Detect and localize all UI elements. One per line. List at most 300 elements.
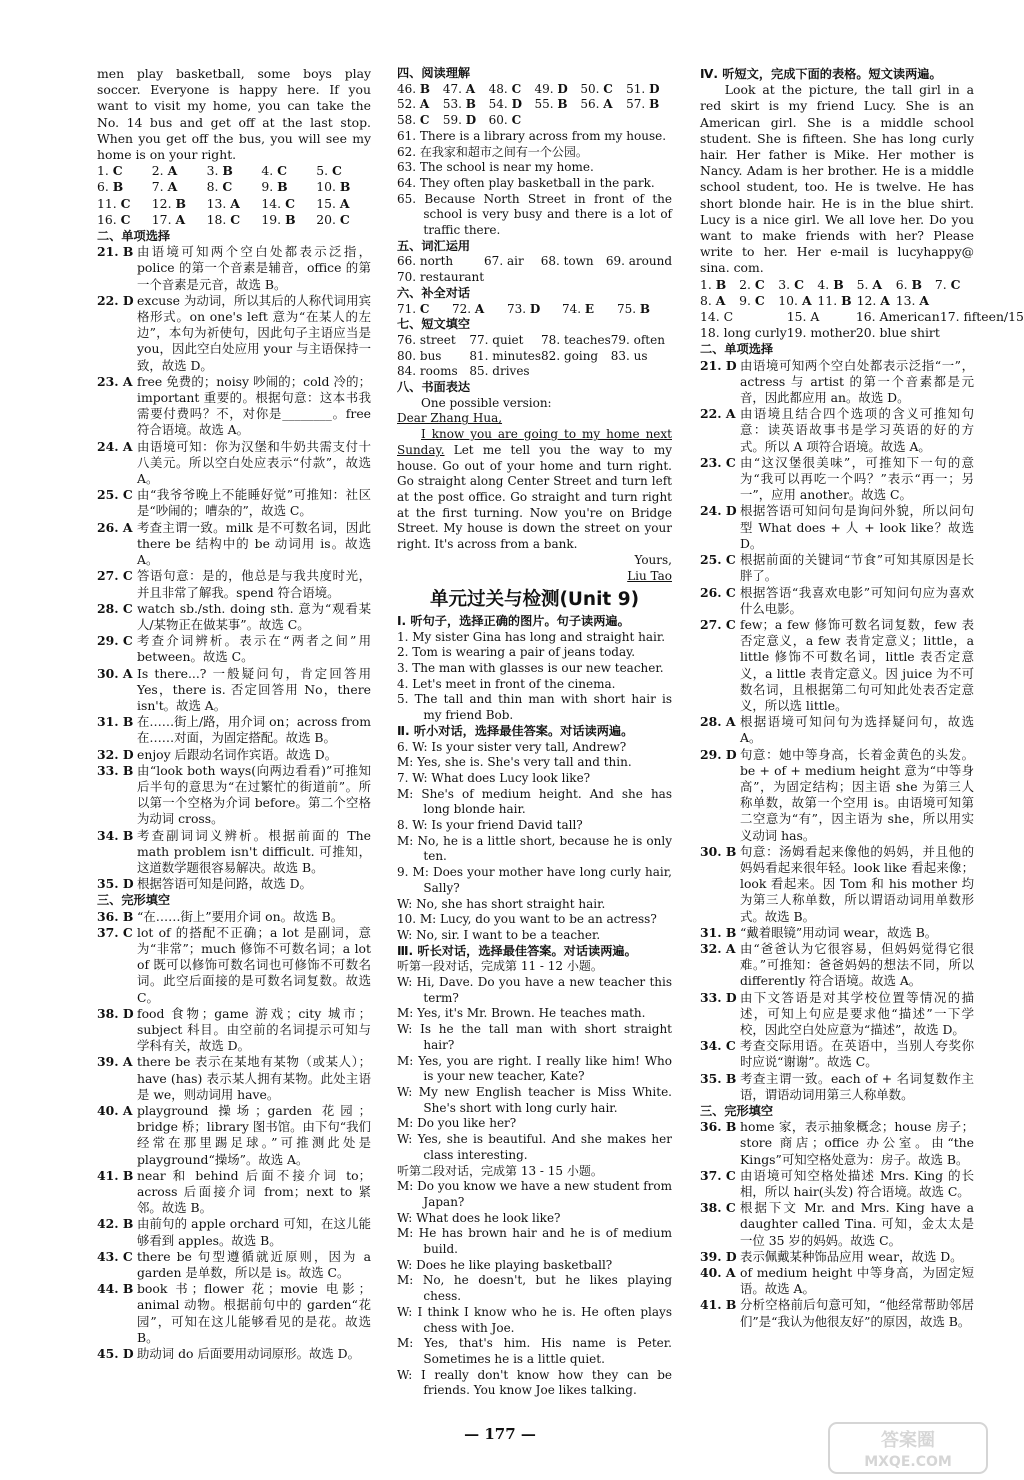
answer-number: 10. bbox=[778, 292, 798, 308]
svg-text:MXQE.COM: MXQE.COM bbox=[864, 1454, 952, 1470]
answer-number: 6. bbox=[97, 179, 109, 195]
explanation-text: 由语境可知两个空白处都表示泛指，police 的第一个音素是辅音，office 的第一个音素是元音，故选 B。 bbox=[137, 244, 371, 292]
answer-letter: A bbox=[419, 97, 430, 112]
explanation-item bbox=[700, 747, 974, 844]
answer-number: 8. bbox=[700, 292, 712, 308]
answer-number: 54. bbox=[488, 97, 508, 112]
answer-number: 20. bbox=[316, 211, 336, 227]
explanation-text: 句意：她中等身高，长着金黄色的头发。be + of + medium height 意为“中等身高”，为固定结构；因主语 she 为第三人称单数，故第一个空用 is。由语境可知第二空意为“有”，因主语为 she，所以用实义动词 has。 bbox=[740, 746, 974, 843]
part3-dialog-b bbox=[397, 1179, 672, 1399]
question-answer: 40. A bbox=[97, 1103, 133, 1118]
column-left bbox=[97, 66, 371, 1362]
answer-cell bbox=[261, 212, 316, 228]
text-line: W: I think I know who he is. He often plays chess with Joe. bbox=[397, 1304, 672, 1335]
text-line: 61. There is a library across from my house. bbox=[397, 128, 667, 143]
answer-number: 5. bbox=[856, 276, 869, 292]
part2-dialogs bbox=[397, 740, 672, 944]
answer-cell bbox=[261, 163, 316, 179]
text-line: 4. Let's meet in front of the cinema. bbox=[397, 676, 616, 691]
answer-cell bbox=[896, 277, 935, 293]
answer-letter: B bbox=[833, 276, 844, 292]
answer-cell bbox=[626, 82, 672, 98]
answer-number: 17. bbox=[151, 211, 172, 227]
question-answer: 35. D bbox=[97, 876, 134, 892]
answer-number: 7. bbox=[151, 179, 164, 195]
question-answer: 23. C bbox=[700, 454, 736, 470]
answer-letter: C bbox=[754, 276, 765, 292]
part3-dialog-a bbox=[397, 975, 672, 1163]
explanation-text: home 家，表示抽象概念；house 房子；store 商店；office 办公室。由“the Kings”可知空格处意为：房子。故选 B。 bbox=[740, 1119, 974, 1167]
answer-letter: C bbox=[603, 81, 613, 96]
answer-cell: 83. us bbox=[610, 348, 648, 363]
question-answer: 23. A bbox=[97, 373, 133, 389]
explanation-item bbox=[700, 503, 974, 552]
listening-passage: Look at the picture, the tall girl in a red skirt is my friend Lucy. She is an American girl. She is a middle school student. She is fifteen. She has long curly hair. Her father is Mike. Her mother is Nancy. Adam is her brother. He is a middle school student, too. He is twelve. He has short blonde hair. He is in the blue shirt. Lucy is a nice girl. We all love her. Do you want to make friends with her? Please write to her. Her e-mail is lucyhappy@ sina. com. bbox=[700, 82, 974, 276]
text-line: W: No, she has short straight hair. bbox=[397, 896, 606, 911]
answer-cell: 81. minutes bbox=[469, 348, 542, 363]
explanation-item bbox=[97, 601, 371, 633]
answer-cell bbox=[534, 82, 580, 98]
question-answer: 30. B bbox=[700, 843, 737, 859]
answer-cell bbox=[817, 277, 856, 293]
answer-letter: B bbox=[715, 276, 727, 292]
explanation-item bbox=[700, 1119, 974, 1168]
explanation-list bbox=[97, 244, 371, 892]
explanation-text: 考查主谓一致。each of + 名词复数作主语，谓语动词用第三人称单数。 bbox=[740, 1070, 974, 1102]
explanation-item bbox=[700, 844, 974, 925]
question-answer: 28. A bbox=[700, 714, 736, 730]
answer-number: 9. bbox=[261, 179, 274, 195]
part4-heading: Ⅳ. 听短文，完成下面的表格。短文读两遍。 bbox=[700, 67, 942, 81]
answer-number: 9. bbox=[739, 292, 751, 308]
explanation-item bbox=[97, 1346, 371, 1362]
answer-cell bbox=[626, 97, 672, 113]
text-line: M: He has brown hair and he is of medium build. bbox=[397, 1226, 672, 1257]
answer-cell bbox=[489, 82, 535, 98]
question-answer: 28. C bbox=[97, 600, 133, 616]
answer-cell: 18. long curly bbox=[700, 325, 787, 341]
answer-cell bbox=[397, 97, 443, 113]
section-heading-cloze-2: 三、完形填空 bbox=[700, 1104, 774, 1118]
answer-cell bbox=[152, 163, 207, 179]
answer-cell: 78. teaches bbox=[541, 332, 611, 347]
text-line: 64. They often play basketball in the park. bbox=[397, 175, 655, 190]
answer-cell: 15. A bbox=[786, 309, 820, 325]
answer-cell bbox=[207, 212, 262, 228]
text-line: M: Yes, she is. She's very tall and thin. bbox=[397, 755, 632, 770]
answer-cell bbox=[817, 293, 856, 309]
explanation-text: 由语境可知两个空白处都表示泛指“一”，actress 与 artist 的第一个音素都是元音，因此都应用 an。故选 D。 bbox=[740, 357, 974, 406]
answer-letter: B bbox=[175, 195, 186, 211]
explanation-text: 答语句意：是的，他总是与我共度时光，并且非常了解我。spend 符合语境。 bbox=[137, 568, 371, 600]
explanation-text: 考查交际用语。在英语中，当别人夸奖你时应说“谢谢”。故选 C。 bbox=[740, 1038, 974, 1070]
text-line: 65. Because North Street in front of the school is very busy and there is a lot of traffic there. bbox=[397, 191, 672, 238]
answer-number: 71. bbox=[397, 301, 417, 316]
fill-answers bbox=[397, 333, 672, 380]
explanation-text: “戴着眼镜”用动词 wear，故选 B。 bbox=[740, 924, 938, 940]
explanation-text: few；a few 修饰可数名词复数，few 表否定意义，a few 表肯定意义；little，a little 修饰不可数名词，little 表否定意义，a little 表肯定意义。因 juice 为不可数名词，且根据第二句可知此处表否定意义，所以选 little。 bbox=[740, 616, 974, 713]
answer-cell: 20. blue shirt bbox=[855, 325, 940, 341]
answer-cell: 14. C bbox=[700, 309, 734, 325]
answer-cell bbox=[397, 113, 443, 129]
text-line: 7. W: What does Lucy look like? bbox=[397, 770, 591, 785]
answer-number: 60. bbox=[488, 113, 508, 128]
explanation-text: playground 操场；garden 花园；bridge 桥；library 图书馆。由下句“我们经常在那里踢足球。”可推测此处是 playground“操场”。故选 A。 bbox=[137, 1103, 371, 1167]
answer-cell bbox=[778, 277, 817, 293]
answer-number: 52. bbox=[397, 97, 417, 112]
answer-cell bbox=[700, 293, 739, 309]
explanation-item bbox=[700, 1038, 974, 1070]
answer-cell: 17. fifteen/15 bbox=[939, 309, 1024, 325]
answer-number: 6. bbox=[895, 276, 908, 292]
answer-number: 55. bbox=[534, 97, 554, 112]
explanation-text: 由下文答语是对其学校位置等情况的描述，可知上句应是要求他“描述”一下学校，因此空白处应意为“描述”，故选 D。 bbox=[740, 989, 974, 1037]
question-answer: 43. C bbox=[97, 1248, 133, 1264]
section-heading-cloze: 三、完形填空 bbox=[97, 893, 171, 908]
answer-number: 12. bbox=[151, 195, 172, 211]
answer-cell bbox=[397, 82, 443, 98]
explanation-text: 根据答语可知是问路，故选 D。 bbox=[137, 876, 312, 892]
part3-sub2: 听第二段对话，完成第 13 - 15 小题。 bbox=[397, 1163, 603, 1178]
explanation-item bbox=[700, 1265, 974, 1297]
answer-grid-46-60 bbox=[397, 82, 672, 129]
explanation-item bbox=[700, 585, 974, 617]
answer-letter: B bbox=[112, 179, 124, 195]
part1-sentences bbox=[397, 630, 672, 724]
explanation-item bbox=[700, 1249, 974, 1265]
answer-letter: B bbox=[419, 81, 431, 96]
text-line: 9. M: Does your mother have long curly hair, Sally? bbox=[397, 865, 672, 895]
text-line: 10. M: Lucy, do you want to be an actress? bbox=[397, 912, 657, 927]
question-answer: 32. A bbox=[700, 940, 736, 956]
text-line: M: No, he doesn't, but he likes playing chess. bbox=[397, 1273, 672, 1304]
essay-body-text: Let me tell you the way to my house. Go out of your home and turn right. Go straight along Center Street and turn left at the post office. Go straight and turn right at the first turning. Now you're on Bridge Street. My house is down the street on your right. It's across from a bank. bbox=[397, 442, 672, 552]
explanation-item bbox=[700, 1297, 974, 1329]
text-line: W: What does he look like? bbox=[397, 1210, 561, 1225]
answer-letter: A bbox=[603, 97, 613, 112]
text-line: M: Yes, that's him. His name is Peter. Sometimes he is a little quiet. bbox=[397, 1336, 672, 1366]
question-answer: 22. A bbox=[700, 406, 736, 422]
section-heading-reading: 四、阅读理解 bbox=[397, 66, 471, 80]
explanation-text: 表示佩戴某种饰品应用 wear，故选 D。 bbox=[740, 1248, 963, 1264]
answer-letter: B bbox=[285, 211, 296, 227]
column-right bbox=[700, 66, 1024, 1330]
answer-cell bbox=[857, 293, 896, 309]
answer-number: 75. bbox=[617, 301, 637, 316]
answer-letter: C bbox=[331, 163, 342, 179]
text-line: M: She's of medium height. And she has long blonde hair. bbox=[397, 786, 672, 817]
answer-letter: C bbox=[511, 113, 522, 128]
explanation-text: 由语境且结合四个选项的含义可推知句意：读英语故事书是学习英语的好的方式。所以 A 项符合语境。故选 A。 bbox=[740, 406, 974, 454]
explanation-item bbox=[700, 1200, 974, 1249]
answer-cell bbox=[261, 196, 316, 212]
question-answer: 31. B bbox=[97, 714, 134, 730]
explanation-text: of medium height 中等身高，为固定短语。故选 A。 bbox=[740, 1265, 974, 1297]
answer-cell bbox=[97, 212, 152, 228]
answer-letter: B bbox=[339, 179, 351, 195]
question-answer: 29. D bbox=[700, 746, 737, 762]
answer-number: 47. bbox=[442, 81, 462, 96]
answer-number: 11. bbox=[97, 195, 117, 211]
answer-cell bbox=[489, 97, 535, 113]
text-line: 62. 在我家和超市之间有一个公园。 bbox=[397, 144, 588, 159]
explanation-item bbox=[97, 1054, 371, 1103]
part3-sub1: 听第一段对话，完成第 11 - 12 小题。 bbox=[397, 959, 603, 974]
explanation-item bbox=[97, 1168, 371, 1217]
explanation-text: 由“look both ways(向两边看看)”可推知后半句的意思为“在过繁忙的街道前”。所以第一个空格为介词 before。第二个空格为动词 cross。 bbox=[137, 762, 371, 827]
answer-number: 19. bbox=[261, 211, 282, 227]
question-answer: 44. B bbox=[97, 1281, 134, 1297]
answer-cell bbox=[397, 302, 452, 318]
explanation-text: there be 句型遵循就近原则，因为 a garden 是单数，所以是 is。故选 C。 bbox=[137, 1248, 371, 1281]
explanation-item bbox=[97, 1006, 371, 1055]
answer-number: 46. bbox=[397, 81, 417, 96]
explanation-item bbox=[700, 455, 974, 504]
explanation-text: food 食物；game 游戏；city 城市；subject 科目。由空前的名词提示可知与学科有关，故选 D。 bbox=[137, 1005, 371, 1054]
answer-number: 48. bbox=[488, 81, 508, 96]
explanation-text: 由语境可知空格处描述 Mrs. King 的长相，所以 hair(头发) 符合语境。故选 C。 bbox=[740, 1167, 974, 1200]
question-answer: 36. B bbox=[700, 1119, 737, 1135]
explanation-text: 由语境可知：你为汉堡和牛奶共需支付十八美元。所以空白处应表示“付款”，故选 A。 bbox=[137, 438, 371, 487]
question-answer: 21. D bbox=[700, 357, 737, 373]
answer-number: 74. bbox=[562, 301, 582, 316]
answer-number: 8. bbox=[206, 179, 219, 195]
answer-cell bbox=[443, 113, 489, 129]
answer-number: 1. bbox=[97, 163, 109, 179]
answer-cell bbox=[739, 293, 778, 309]
explanation-list-2 bbox=[700, 358, 974, 1103]
explanation-item bbox=[700, 1168, 974, 1200]
essay-signature: Liu Tao bbox=[627, 568, 672, 583]
explanation-text: 根据答语“我喜欢电影”可知问句应为喜欢什么电影。 bbox=[740, 584, 974, 616]
answer-number: 13. bbox=[895, 292, 916, 308]
essay-underlined-sentence: I know you are going to my home next Sunday. bbox=[397, 427, 672, 457]
answer-cell bbox=[896, 293, 935, 309]
svg-text:答案圈: 答案圈 bbox=[881, 1430, 935, 1451]
section-heading-fill: 七、短文填空 bbox=[397, 317, 471, 332]
text-line: W: No, sir. I want to be a teacher. bbox=[397, 927, 601, 942]
answer-number: 2. bbox=[739, 276, 751, 292]
answer-letter: C bbox=[339, 211, 350, 227]
answer-cell bbox=[489, 113, 535, 129]
answer-letter: C bbox=[419, 301, 430, 316]
answer-number: 16. bbox=[97, 211, 117, 227]
question-answer: 22. D bbox=[97, 292, 134, 308]
explanation-item bbox=[97, 293, 371, 374]
answer-letter: C bbox=[112, 163, 123, 179]
answer-cell bbox=[207, 163, 262, 179]
answer-number: 3. bbox=[778, 276, 791, 292]
part3-heading: Ⅲ. 听长对话，选择最佳答案。对话读两遍。 bbox=[397, 943, 637, 958]
answer-letter: A bbox=[465, 81, 476, 96]
answer-cell bbox=[316, 196, 371, 212]
text-line: 63. The school is near my home. bbox=[397, 160, 594, 175]
question-answer: 40. A bbox=[700, 1265, 736, 1281]
answer-cell: 82. going bbox=[541, 348, 599, 363]
answer-cell: 79. often bbox=[610, 332, 665, 347]
answer-letter: C bbox=[222, 179, 233, 195]
explanation-text: 句意：汤姆看起来像他的妈妈，并且他的妈妈看起来很年轻。look like 看起来像；look 看起来。因 Tom 和 his mother 均为第三人称单数，所以谓语动词用单数形式。故选 B。 bbox=[740, 843, 974, 924]
question-answer: 33. B bbox=[97, 762, 134, 778]
answer-number: 2. bbox=[151, 163, 164, 179]
text-line: W: Is he the tall man with short straight hair? bbox=[397, 1022, 672, 1052]
explanation-list-cloze-2 bbox=[700, 1119, 974, 1330]
explanation-text: 考查介词辨析。表示在“两者之间”用 between。故选 C。 bbox=[137, 633, 371, 665]
answer-cell: 67. air bbox=[484, 254, 524, 269]
question-answer: 37. C bbox=[97, 924, 133, 940]
answer-letter: B bbox=[639, 301, 651, 316]
question-answer: 37. C bbox=[700, 1167, 736, 1183]
answer-letter: D bbox=[557, 81, 568, 96]
question-answer: 25. C bbox=[700, 552, 736, 568]
explanation-list-cloze bbox=[97, 909, 371, 1363]
answer-cell bbox=[617, 302, 672, 318]
answer-cell bbox=[700, 277, 739, 293]
question-answer: 35. B bbox=[700, 1070, 737, 1086]
answer-letter: C bbox=[120, 211, 131, 227]
answer-cell bbox=[97, 163, 152, 179]
explanation-text: 由“爸爸认为它很容易，但妈妈觉得它很难。”可推知：爸爸妈妈的想法不同，所以 differently 符合语境。故选 A。 bbox=[740, 940, 974, 989]
explanation-item bbox=[700, 406, 974, 455]
text-line: W: My new English teacher is Miss White. She's short with long curly hair. bbox=[397, 1085, 672, 1115]
explanation-text: 分析空格前后句意可知，“他经常帮助邻居们”是“我认为他很友好”的原因，故选 B。 bbox=[740, 1297, 974, 1329]
explanation-item bbox=[700, 990, 974, 1039]
explanation-item bbox=[700, 1071, 974, 1103]
explanation-item bbox=[97, 374, 371, 439]
answer-letter: B bbox=[277, 179, 288, 195]
answer-number: 15. bbox=[316, 195, 336, 211]
part2-heading: Ⅱ. 听小对话，选择最佳答案。对话读两遍。 bbox=[397, 723, 634, 738]
answer-cell: 77. quiet bbox=[469, 332, 524, 347]
text-line: W: Hi, Dave. Do you have a new teacher this term? bbox=[397, 975, 672, 1005]
answer-cell: 16. American bbox=[855, 309, 940, 325]
text-line: M: Do you know we have a new student from Japan? bbox=[397, 1179, 672, 1209]
text-line: 8. W: Is your friend David tall? bbox=[397, 818, 583, 833]
essay-close: Yours, bbox=[634, 552, 672, 567]
answer-number: 18. bbox=[206, 211, 227, 227]
answer-number: 73. bbox=[507, 301, 527, 316]
explanation-text: Is there...? 一般疑问句，肯定回答用 Yes，there is. 否定回答用 No，there isn't。故选 A。 bbox=[137, 665, 371, 713]
explanation-text: 考查主谓一致。milk 是不可数名词，因此 there be 结构中的 be 动词用 is。故选 A。 bbox=[137, 519, 371, 568]
page-number: — 177 — bbox=[464, 1425, 536, 1443]
question-answer: 32. D bbox=[97, 746, 134, 762]
text-line: 1. My sister Gina has long and straight hair. bbox=[397, 629, 666, 644]
question-answer: 45. D bbox=[97, 1346, 134, 1362]
unit-title: 单元过关与检测(Unit 9) bbox=[429, 589, 640, 611]
answer-cell bbox=[778, 293, 817, 309]
answer-cell bbox=[739, 277, 778, 293]
passage-continuation: men play basketball, some boys play soccer. Everyone is happy here. If you want to visit my home, you can take the No. 14 bus and get off at the last stop. When you get off the bus, you will see my home is on your right. bbox=[97, 66, 371, 163]
answer-letter: A bbox=[474, 301, 485, 316]
answer-number: 57. bbox=[626, 97, 646, 112]
answer-cell bbox=[443, 97, 489, 113]
answer-grid-1-13 bbox=[700, 277, 974, 309]
answer-grid-1-20 bbox=[97, 163, 371, 228]
text-line: W: Yes, she is beautiful. And she makes her class interesting. bbox=[397, 1132, 672, 1162]
explanation-item bbox=[97, 633, 371, 665]
question-answer: 29. C bbox=[97, 633, 133, 649]
answer-cell bbox=[857, 277, 896, 293]
explanation-text: 根据前面的关键词“节食”可知其原因是长胖了。 bbox=[740, 552, 974, 584]
answer-cell bbox=[207, 196, 262, 212]
answer-cell bbox=[507, 302, 562, 318]
answer-cell: 69. around bbox=[605, 254, 672, 269]
essay-intro: One possible version: bbox=[421, 395, 552, 410]
explanation-item bbox=[97, 747, 371, 763]
question-answer: 25. C bbox=[97, 487, 133, 503]
answer-letter: B bbox=[557, 97, 568, 112]
answer-letter: A bbox=[715, 292, 726, 308]
text-line: M: No, he is a little short, because he is only ten. bbox=[397, 833, 672, 864]
explanation-text: 由前句的 apple orchard 可知，在这儿能够看到 apples。故选 B。 bbox=[137, 1216, 371, 1248]
watermark-logo bbox=[828, 1422, 988, 1474]
question-answer: 41. B bbox=[97, 1167, 134, 1183]
question-answer: 26. A bbox=[97, 519, 133, 535]
answer-number: 3. bbox=[206, 163, 219, 179]
explanation-item bbox=[97, 487, 371, 519]
text-line: W: Does he like playing basketball? bbox=[397, 1257, 613, 1272]
answer-cell: 70. restaurant bbox=[397, 270, 485, 285]
answer-number: 7. bbox=[934, 276, 947, 292]
answer-cell bbox=[935, 277, 974, 293]
text-line: 3. The man with glasses is our new teacher. bbox=[397, 661, 664, 676]
section-heading-dialog: 六、补全对话 bbox=[397, 285, 471, 300]
explanation-text: 根据下文 Mr. and Mrs. King have a daughter called Tina. 可知，金太太是一位 35 岁的妈妈。故选 C。 bbox=[740, 1200, 974, 1248]
question-answer: 24. A bbox=[97, 438, 133, 454]
explanation-item bbox=[700, 358, 974, 407]
explanation-text: enjoy 后跟动名词作宾语。故选 D。 bbox=[137, 746, 338, 762]
explanation-item bbox=[700, 714, 974, 746]
explanation-text: “在……街上”要用介词 on。故选 B。 bbox=[137, 908, 344, 924]
answer-cell bbox=[580, 82, 626, 98]
answer-letter: B bbox=[649, 97, 660, 112]
text-line: M: Do you like her? bbox=[397, 1116, 517, 1131]
explanation-item bbox=[700, 925, 974, 941]
answer-letter: D bbox=[465, 113, 477, 128]
explanation-item bbox=[700, 617, 974, 714]
question-answer: 41. B bbox=[700, 1297, 737, 1313]
answer-letter: C bbox=[950, 276, 961, 292]
column-middle bbox=[397, 66, 672, 1399]
answer-letter: A bbox=[175, 211, 186, 227]
answer-number: 14. bbox=[261, 195, 282, 211]
explanation-item bbox=[97, 876, 371, 892]
explanation-item bbox=[97, 828, 371, 877]
question-answer: 27. C bbox=[700, 616, 736, 632]
answer-letter: A bbox=[167, 179, 178, 195]
answer-cell bbox=[152, 179, 207, 195]
question-answer: 33. D bbox=[700, 989, 737, 1005]
text-line: W: I really don't know how they can be friends. You know Joe likes talking. bbox=[397, 1367, 672, 1398]
answer-letter: E bbox=[584, 301, 595, 316]
explanation-text: watch sb./sth. doing sth. 意为“观看某人/某物正在做某事”。故选 C。 bbox=[137, 600, 371, 632]
answer-letter: B bbox=[841, 292, 852, 308]
answer-number: 50. bbox=[580, 81, 600, 96]
answer-cell bbox=[316, 163, 371, 179]
explanation-text: excuse 为动词，所以其后的人称代词用宾格形式。on one's left 意为“在某人的左边”，本句为祈使句，因此句子主语应当是 you，因此空白处应用 your 与主语保持一致，故选 D。 bbox=[137, 292, 371, 373]
answer-number: 51. bbox=[626, 81, 646, 96]
answer-letter: B bbox=[911, 276, 922, 292]
question-answer: 27. C bbox=[97, 568, 133, 584]
answer-cell bbox=[452, 302, 507, 318]
answer-cell bbox=[97, 179, 152, 195]
explanation-text: 在……街上/路，用介词 on；across from 在……对面，为固定搭配。故选 B。 bbox=[137, 714, 371, 746]
answer-number: 5. bbox=[316, 163, 329, 179]
answer-letter: C bbox=[230, 211, 241, 227]
explanation-text: there be 表示在某地有某物（或某人）；have (has) 表示某人拥有某物。此处主语是 we，则动词用 have。 bbox=[137, 1054, 371, 1102]
answer-cell: 85. drives bbox=[469, 364, 530, 379]
sentence-answers bbox=[397, 129, 672, 239]
